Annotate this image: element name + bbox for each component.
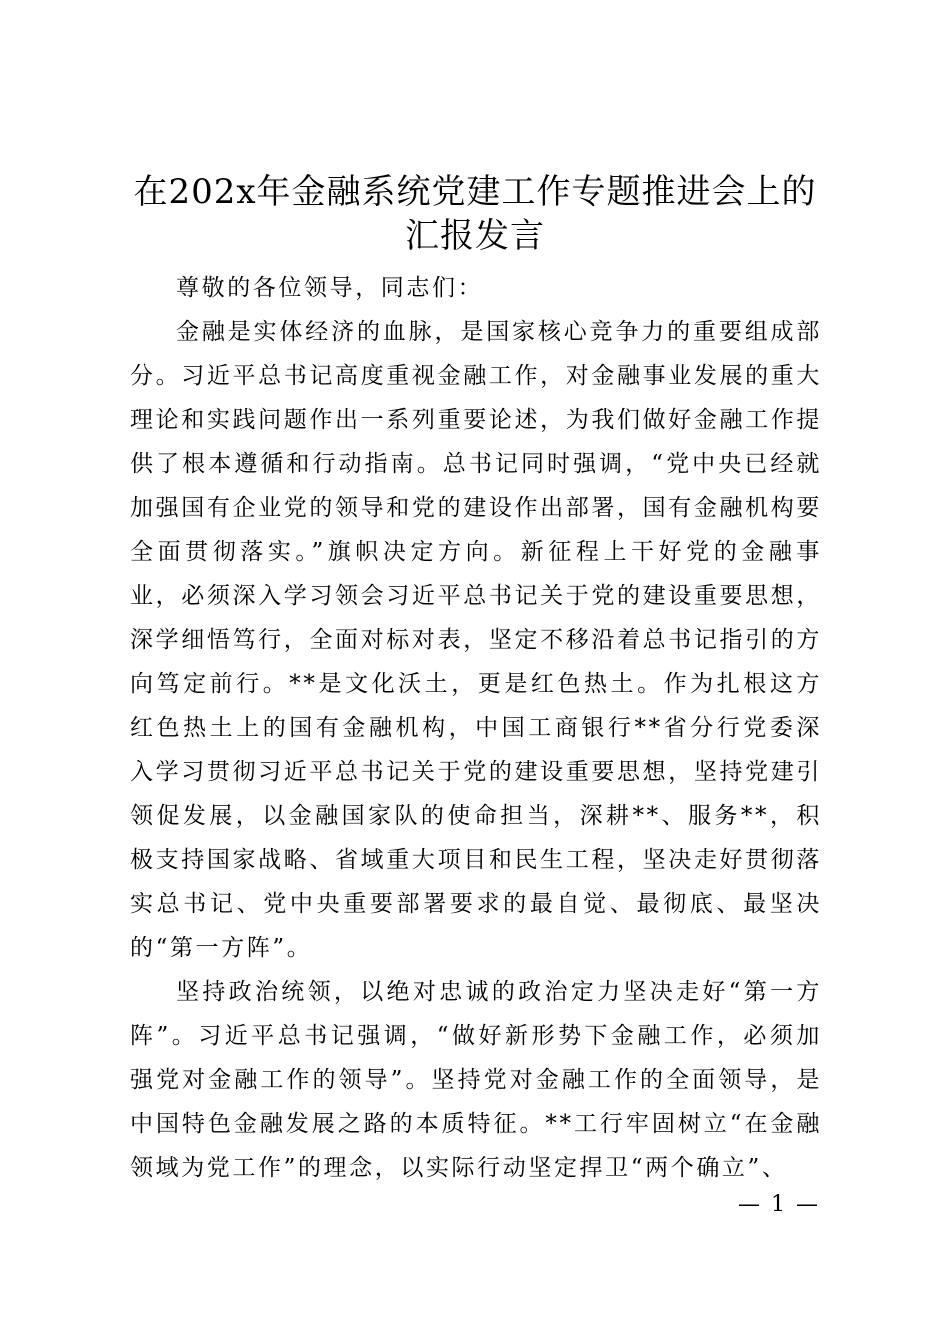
paragraph-2: 坚持政治统领，以绝对忠诚的政治定力坚决走好“第一方阵”。习近平总书记强调，“做好新形势下金融工作，必须加强党对金融工作的领导”。坚持党对金融工作的全面领导，是中国特色金融发展之路的本质特征。**工行牢固树立“在金融领域为党工作”的理念，以实际行动坚定捍卫“两个确立”、 — [130, 979, 822, 1181]
paragraph-1: 金融是实体经济的血脉，是国家核心竞争力的重要组成部分。习近平总书记高度重视金融工作，对金融事业发展的重大理论和实践问题作出一系列重要论述，为我们做好金融工作提供了根本遵循和行动指南。总书记同时强调，“党中央已经就加强国有企业党的领导和党的建设作出部署，国有金融机构要全面贯彻落实。”旗帜决定方向。新征程上干好党的金融事业，必须深入学习领会习近平总书记关于党的建设重要思想，深学细悟笃行，全面对标对表，坚定不移沿着总书记指引的方向笃定前行。**是文化沃土，更是红色热土。作为扎根这方红色热土上的国有金融机构，中国工商银行**省分行党委深入学习贯彻习近平总书记关于党的建设重要思想，坚持党建引领促发展，以金融国家队的使命担当，深耕**、服务**，积极支持国家战略、省域重大项目和民生工程，坚决走好贯彻落实总书记、党中央重要部署要求的最自觉、最彻底、最坚决的“第一方阵”。 — [130, 319, 822, 961]
document-title-line-1: 在202x年金融系统党建工作专题推进会上的 — [133, 172, 817, 212]
document-body — [130, 266, 822, 1190]
salutation: 尊敬的各位领导，同志们： — [176, 275, 484, 301]
page-number: — 1 — — [738, 1192, 820, 1217]
document-title-line-2: 汇报发言 — [405, 216, 545, 256]
